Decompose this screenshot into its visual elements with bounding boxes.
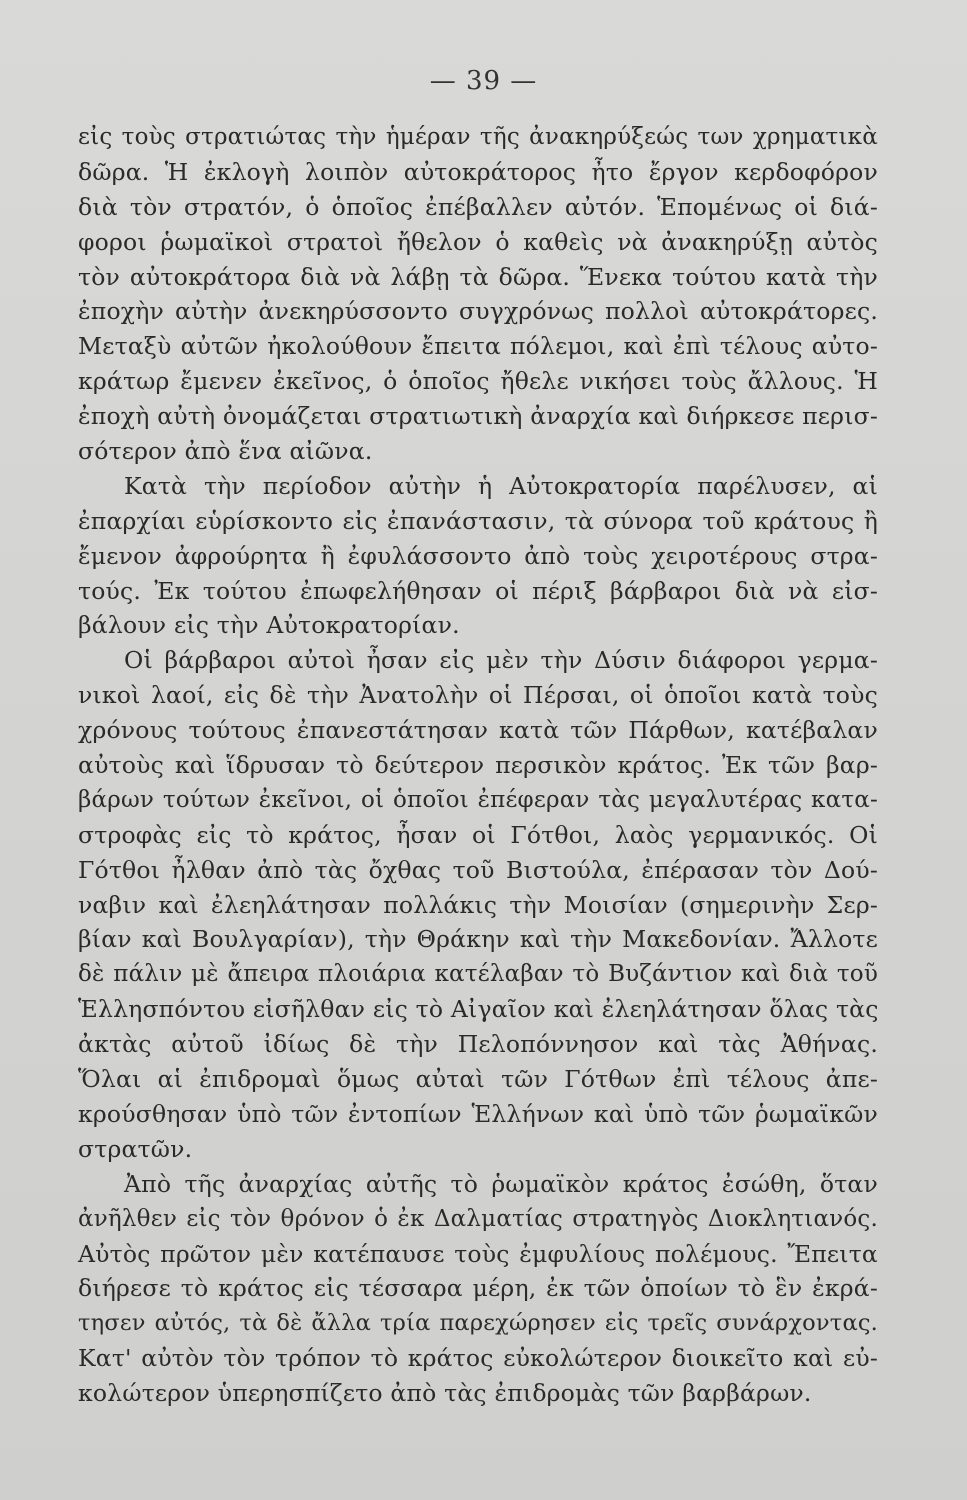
text-line: ἀκτὰς αὐτοῦ ἰδίως δὲ τὴν Πελοπόννησον καὶ τὰς Ἀθήνας. <box>78 1030 878 1059</box>
text-line: διήρεσε τὸ κράτος εἰς τέσσαρα μέρη, ἐκ τῶν ὁποίων τὸ ἓν ἐκρά- <box>78 1274 878 1303</box>
text-line: σότερον ἀπὸ ἕνα αἰῶνα. <box>78 437 373 466</box>
text-line: ἐποχὴ αὐτὴ ὀνομάζεται στρατιωτικὴ ἀναρχία καὶ διήρκεσε περισ- <box>78 402 878 431</box>
text-line: αὐτοὺς καὶ ἵδρυσαν τὸ δεύτερον περσικὸν κράτος. Ἐκ τῶν βαρ- <box>78 751 878 780</box>
text-line: στροφὰς εἰς τὸ κράτος, ἦσαν οἱ Γότθοι, λαὸς γερμανικός. Οἱ <box>78 820 878 849</box>
text-line: ἔμενον ἀφρούρητα ἢ ἐφυλάσσοντο ἀπὸ τοὺς χειροτέρους στρα- <box>78 541 878 570</box>
text-line: τούς. Ἐκ τούτου ἐπωφελήθησαν οἱ πέριξ βάρβαροι διὰ νὰ εἰσ- <box>78 576 878 605</box>
text-line: Ἑλλησπόντου εἰσῆλθαν εἰς τὸ Αἰγαῖον καὶ ἐλεηλάτησαν ὅλας τὰς <box>78 995 879 1024</box>
text-line: ναβιν καὶ ἐλεηλάτησαν πολλάκις τὴν Μοισίαν (σημερινὴν Σερ- <box>78 890 878 919</box>
text-line: Ὅλαι αἱ ἐπιδρομαὶ ὅμως αὐταὶ τῶν Γότθων ἐπὶ τέλους ἀπε- <box>78 1065 878 1094</box>
text-line: δῶρα. Ἡ ἐκλογὴ λοιπὸν αὐτοκράτορος ἦτο ἔργον κερδοφόρον <box>78 157 878 186</box>
text-line: εἰς τοὺς στρατιώτας τὴν ἡμέραν τῆς ἀνακηρύξεώς των χρηματικὰ <box>78 124 878 150</box>
text-line: κολώτερον ὑπερησπίζετο ἀπὸ τὰς ἐπιδρομὰς τῶν βαρβάρων. <box>78 1379 812 1408</box>
text-line: φοροι ῥωμαϊκοὶ στρατοὶ ἤθελον ὁ καθεὶς νὰ ἀνακηρύξῃ αὐτὸς <box>78 227 878 256</box>
text-line: δὲ πάλιν μὲ ἄπειρα πλοιάρια κατέλαβαν τὸ Βυζάντιον καὶ διὰ τοῦ <box>78 961 878 988</box>
page-number: — 39 — <box>429 66 538 96</box>
text-line: διὰ τὸν στρατόν, ὁ ὁποῖος ἐπέβαλλεν αὐτόν. Ἑπομένως οἱ διά- <box>78 192 878 221</box>
text-line: Γότθοι ἦλθαν ἀπὸ τὰς ὄχθας τοῦ Βιστούλα, ἐπέρασαν τὸν Δού- <box>78 855 878 884</box>
text-line: τὸν αὐτοκράτορα διὰ νὰ λάβῃ τὰ δῶρα. Ἕνεκα τούτου κατὰ τὴν <box>78 262 878 291</box>
text-line: ἀνῆλθεν εἰς τὸν θρόνον ὁ ἐκ Δαλματίας στρατηγὸς Διοκλητιανός. <box>78 1205 878 1232</box>
text-line: Ἀπὸ τῆς ἀναρχίας αὐτῆς τὸ ῥωμαϊκὸν κράτος ἐσώθη, ὅταν <box>124 1169 878 1198</box>
text-line: στρατῶν. <box>78 1134 193 1163</box>
text-line: Μεταξὺ αὐτῶν ἠκολούθουν ἔπειτα πόλεμοι, καὶ ἐπὶ τέλους αὐτο- <box>78 332 878 361</box>
text-line: νικοὶ λαοί, εἰς δὲ τὴν Ἀνατολὴν οἱ Πέρσαι, οἱ ὁποῖοι κατὰ τοὺς <box>78 681 878 710</box>
text-line: τησεν αὐτός, τὰ δὲ ἄλλα τρία παρεχώρησεν εἰς τρεῖς συνάρχοντας. <box>78 1310 878 1337</box>
text-line: κρούσθησαν ὑπὸ τῶν ἐντοπίων Ἑλλήνων καὶ ὑπὸ τῶν ῥωμαϊκῶν <box>78 1099 878 1128</box>
text-line: χρόνους τούτους ἐπανεστάτησαν κατὰ τῶν Πάρθων, κατέβαλαν <box>78 716 878 745</box>
text-line: Κατὰ τὴν περίοδον αὐτὴν ἡ Αὐτοκρατορία παρέλυσεν, αἱ <box>124 471 878 500</box>
text-line: βίαν καὶ Βουλγαρίαν), τὴν Θράκην καὶ τὴν Μακεδονίαν. Ἄλλοτε <box>78 925 878 954</box>
text-line: ἐπαρχίαι εὑρίσκοντο εἰς ἐπανάστασιν, τὰ σύνορα τοῦ κράτους ἢ <box>78 506 878 535</box>
text-line: βάλουν εἰς τὴν Αὐτοκρατορίαν. <box>78 611 460 640</box>
text-line: Οἱ βάρβαροι αὐτοὶ ἦσαν εἰς μὲν τὴν Δύσιν διάφοροι γερμα- <box>124 646 878 675</box>
text-line: Κατ' αὐτὸν τὸν τρόπον τὸ κράτος εὐκολώτερον διοικεῖτο καὶ εὐ- <box>78 1344 878 1373</box>
text-line: Αὐτὸς πρῶτον μὲν κατέπαυσε τοὺς ἐμφυλίους πολέμους. Ἔπειτα <box>78 1239 878 1268</box>
text-line: βάρων τούτων ἐκεῖνοι, οἱ ὁποῖοι ἐπέφεραν τὰς μεγαλυτέρας κατα- <box>78 786 878 813</box>
text-line: κράτωρ ἔμενεν ἐκεῖνος, ὁ ὁποῖος ἤθελε νικήσει τοὺς ἄλλους. Ἡ <box>78 367 878 396</box>
body-text <box>78 120 878 1411</box>
text-line: ἐποχὴν αὐτὴν ἀνεκηρύσσοντο συγχρόνως πολλοὶ αὐτοκράτορες. <box>78 297 878 326</box>
